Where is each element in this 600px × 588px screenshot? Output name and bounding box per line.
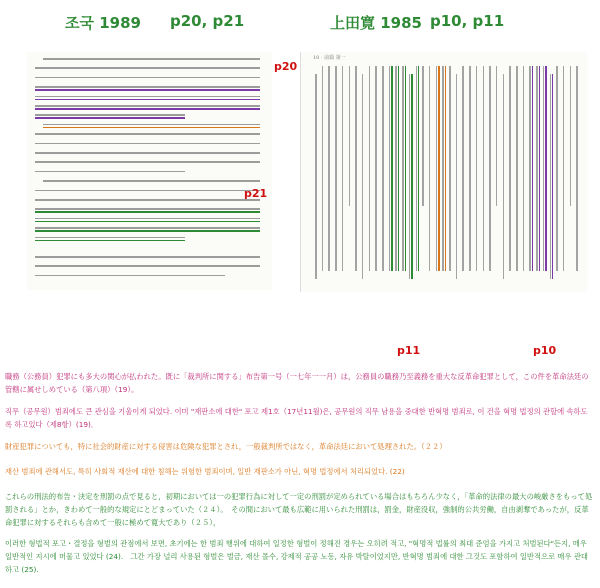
scan-text-column <box>416 66 418 271</box>
scan-text-line <box>35 114 185 116</box>
scan-underline <box>35 230 260 232</box>
page-tag-p21: p21 <box>244 187 268 200</box>
paragraph-japanese-3: これらの刑法的布告・決定を刑罰の点で見ると，初期においては一の犯罪行為に対して一定の刑罰が定められている場合はもちろん少なく，「革命的法律の最大の峻厳さをもって処罰される」とか，きわめて一般的な規定にとどまっていた（２４）。 その間において最も広範に用いられた刑罰は，罰金，財産没収，強制的公共労働，自由剥奪であったが，反革命犯罪に対するそれらも含めて一般に極めて寛大であり（２５）， <box>5 492 593 527</box>
scan-text-column <box>509 66 511 271</box>
scan-text-column <box>422 66 424 206</box>
scan-text-line <box>35 227 260 229</box>
scan-text-line <box>35 152 260 154</box>
scan-text-column <box>409 74 411 279</box>
scan-text-line <box>35 161 260 163</box>
scan-underline <box>35 240 185 242</box>
scan-text-line <box>35 218 260 220</box>
right-page-scan <box>300 52 587 292</box>
page-tag-p20: p20 <box>274 60 298 73</box>
page-tag-p10: p10 <box>533 344 557 357</box>
scan-text-line <box>35 275 225 277</box>
scan-text-column <box>556 66 558 271</box>
scan-text-line <box>35 171 185 173</box>
left-scan-title: 조국 1989 <box>65 14 141 32</box>
scan-text-column <box>462 66 464 271</box>
scan-text-column <box>362 74 364 279</box>
scan-text-column <box>469 66 471 271</box>
scan-text-column <box>570 66 572 206</box>
scan-text-column <box>503 74 505 279</box>
scan-text-line <box>43 58 260 60</box>
scan-underline <box>405 66 407 271</box>
right-page-running-head: 10 · 前篇 第一 <box>313 55 346 61</box>
scan-underline <box>418 66 420 271</box>
scan-text-line <box>35 237 185 239</box>
scan-text-column <box>369 66 371 271</box>
scan-text-line <box>35 86 260 88</box>
scan-text-line <box>35 199 260 201</box>
scan-text-column <box>496 66 498 206</box>
scan-text-line <box>35 190 260 192</box>
scan-text-column <box>342 66 344 271</box>
scan-text-line <box>35 143 260 145</box>
scan-text-column <box>449 66 451 271</box>
scan-underline <box>411 74 413 279</box>
scan-text-line <box>35 256 260 258</box>
scan-text-column <box>322 66 324 271</box>
scan-text-column <box>576 66 578 271</box>
scan-text-column <box>563 66 565 271</box>
scan-text-column <box>442 66 444 271</box>
right-scan-pages: p10, p11 <box>430 12 505 30</box>
scan-underline <box>398 66 400 271</box>
scan-underline <box>539 66 541 271</box>
page-tag-p11: p11 <box>397 344 421 357</box>
paragraph-japanese-1: 職務（公務員）犯罪にも多大の関心が払われた。既に「裁判所に関する」布告第一号（一七年一一月）は，公務員の職務乃至義務を重大な反革命犯罪として，この件を革命法廷の管轄に属せしめている（第八項）（19）。 <box>5 372 589 394</box>
scan-text-line <box>35 67 260 69</box>
scan-underline <box>391 66 393 271</box>
scan-text-column <box>543 66 545 271</box>
scan-text-line <box>35 133 260 135</box>
scan-text-column <box>516 66 518 271</box>
paragraph-korean-1: 직무（공무원）범죄에도 큰 관심을 기울이게 되었다. 이미 "재판소에 대한" 포고 제1호（17년11월)은, 공무원의 직무 남용을 중대한 반혁명 범죄로, 이 건을 혁명 법정의 관할에 속하도록 하고있다（제8항）(19)． <box>5 407 588 429</box>
left-scan-pages: p20, p21 <box>170 12 245 30</box>
scan-text-column <box>429 66 431 271</box>
scan-underline <box>545 66 547 271</box>
scan-underline <box>35 108 260 110</box>
scan-text-column <box>335 66 337 271</box>
scan-text-column <box>550 74 552 279</box>
scan-text-column <box>382 66 384 271</box>
scan-underline <box>35 99 260 101</box>
left-page-scan <box>27 52 272 290</box>
scan-underline <box>35 211 260 213</box>
scan-text-line <box>43 124 260 126</box>
scan-text-column <box>476 66 478 271</box>
scan-text-column <box>395 66 397 271</box>
scan-text-column <box>489 66 491 271</box>
scan-underline <box>445 66 447 271</box>
scan-text-column <box>389 66 391 271</box>
scan-text-column <box>402 66 404 271</box>
scan-text-line <box>43 180 260 182</box>
scan-text-line <box>35 105 260 107</box>
scan-text-line <box>35 208 260 210</box>
scan-text-column <box>483 66 485 271</box>
scan-text-line <box>35 77 260 79</box>
scan-text-column <box>328 66 330 271</box>
scan-text-column <box>436 66 438 271</box>
scan-underline <box>43 127 260 129</box>
paragraph-japanese-2: 財産犯罪についても，特に社会的財産に対する侵害は危険な犯罪とされ，一般裁判所ではなく，革命法廷において処理された。（２２） <box>5 442 447 451</box>
paragraph-korean-3: 이러한 형법적 포고・결정을 형벌의 관점에서 보면, 초기에는 한 범죄 행위에 대하여 일정한 형벌이 정해진 경우는 오히려 적고, "혁명적 법률의 최대 준엄을 가지고 처벌된다"든지, 매우 일반적인 지시에 머물고 있었다 (24). 그간 가장 널리 사용된 형벌은 벌금, 재산 몰수, 강제적 공공 노동, 자유 박탈이었지만, 반혁명 범죄에 대한 그것도 포함하여 일반적으로 매우 관대하고 (25). <box>5 539 588 574</box>
scan-text-column <box>349 66 351 206</box>
scan-text-line <box>35 265 260 267</box>
scan-text-column <box>355 66 357 271</box>
scan-text-column <box>456 74 458 279</box>
right-scan-title: 上田寛 1985 <box>330 14 422 32</box>
scan-text-column <box>375 66 377 271</box>
scan-underline <box>438 66 440 271</box>
scan-text-column <box>315 74 317 279</box>
paragraph-korean-2: 재산 범죄에 관해서도, 특히 사회적 재산에 대한 침해는 위험한 범죄이며, 일반 재판소가 아닌, 혁명 법정에서 처리되었다. (22) <box>5 467 405 476</box>
scan-text-column <box>529 66 531 271</box>
scan-underline <box>35 89 260 91</box>
scan-text-line <box>35 96 260 98</box>
scan-text-column <box>536 66 538 271</box>
scan-underline <box>35 117 185 119</box>
scan-underline <box>35 221 260 223</box>
scan-text-column <box>523 66 525 271</box>
scan-underline <box>532 66 534 271</box>
scan-underline <box>552 74 554 279</box>
